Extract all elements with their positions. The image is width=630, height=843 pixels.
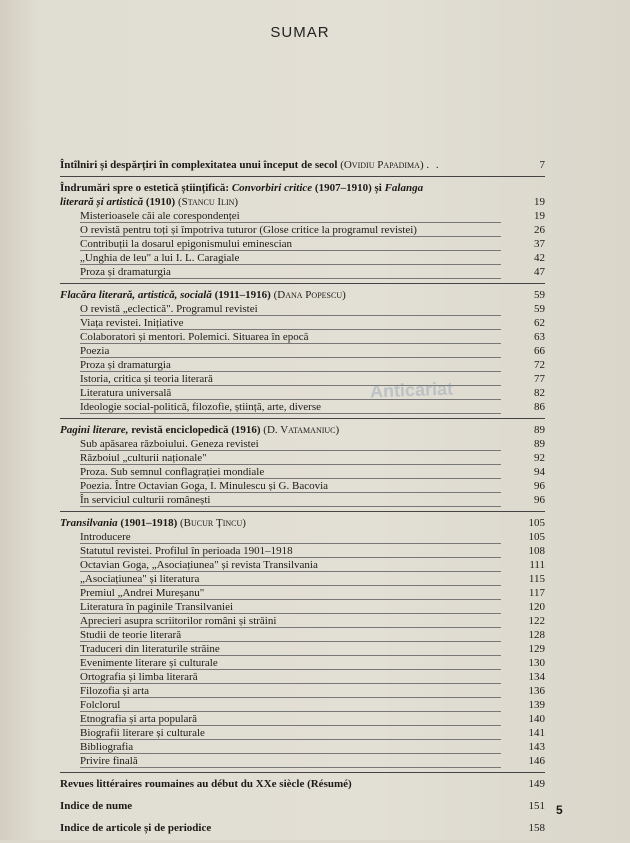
toc-subentry-page: 96: [534, 480, 545, 492]
underline-rule: [80, 413, 501, 414]
toc-subentry-page: 42: [534, 252, 545, 264]
toc-subentry-page: 129: [528, 643, 545, 655]
toc-entry-page: 149: [528, 778, 545, 790]
section-divider: [60, 283, 545, 284]
page-title: SUMAR: [270, 24, 330, 41]
toc-subentry-page: 77: [534, 373, 545, 385]
toc-subentry-page: 134: [528, 671, 545, 683]
toc-entry-s1: [60, 158, 545, 172]
toc-subentry: [60, 656, 545, 670]
section-divider: [60, 176, 545, 177]
toc-subentry-label: Evenimente literare și culturale: [80, 657, 218, 669]
toc-subentry-page: 72: [534, 359, 545, 371]
toc-entry-page: 59: [534, 289, 545, 301]
toc-subentry: [60, 572, 545, 586]
toc-subentry-label: Războiul „culturii naționale": [80, 452, 207, 464]
toc-subentry-label: Literatura în paginile Transilvaniei: [80, 601, 234, 613]
toc-subentry-label: Studii de teorie literară: [80, 629, 182, 641]
toc-subentry-page: 37: [534, 238, 545, 250]
toc-subentry: [60, 265, 545, 279]
toc-subentry-page: 111: [529, 559, 545, 571]
toc-subentry-label: Bibliografia: [80, 741, 134, 753]
toc-subentry-label: Aprecieri asupra scriitorilor români și străini: [80, 615, 277, 627]
toc-subentry: [60, 544, 545, 558]
toc-subentry-page: 120: [528, 601, 545, 613]
toc-subentry-label: Traduceri din literaturile străine: [80, 643, 220, 655]
toc-section-heading-s4: Pagini literare, revistă enciclopedică (1916) (D. Vatamaniuc) 89: [60, 424, 545, 436]
toc-subentry-page: 105: [528, 531, 545, 543]
toc-subentry: [60, 493, 545, 507]
toc-section-heading-s3: Flacăra literară, artistică, socială (1911–1916) (Dana Popescu) 59: [60, 289, 545, 301]
toc-subentry: [60, 330, 545, 344]
toc-entry-label: Indice de articole și de periodice: [60, 822, 212, 834]
toc-subentry-label: Folclorul: [80, 699, 121, 711]
toc-subentry-label: „Unghia de leu" a lui I. L. Caragiale: [80, 252, 240, 264]
underline-rule: [80, 767, 501, 768]
toc-subentry: [60, 372, 545, 386]
toc-subentry: [60, 465, 545, 479]
page-number: 5: [556, 803, 563, 817]
toc-entry-author: (Bucur Țincu): [180, 517, 246, 529]
toc-subentry: [60, 451, 545, 465]
toc-subentry: [60, 302, 545, 316]
toc-section-heading-s2-line2: literară și artistică (1910) (Stancu Ilin) 19: [60, 196, 545, 208]
toc-subentry-label: Ideologie social-politică, filozofie, știință, arte, diverse: [80, 401, 321, 413]
watermark: Anticariat: [369, 378, 454, 402]
toc-subentry-label: Proza. Sub semnul conflagrației mondiale: [80, 466, 265, 478]
toc-subentry: [60, 586, 545, 600]
toc-subentry: [60, 209, 545, 223]
toc-subentry-page: 139: [528, 699, 545, 711]
toc-subentry-page: 82: [534, 387, 545, 399]
toc-entry-page: 89: [534, 424, 545, 436]
toc-subentry-page: 122: [528, 615, 545, 627]
toc-subentry-label: Etnografia și arta populară: [80, 713, 197, 725]
section-divider: [60, 511, 545, 512]
toc-subentry-label: O revistă pentru toți și împotriva tuturor (Glose critice la programul revistei): [80, 224, 417, 236]
toc-subentry: [60, 558, 545, 572]
toc-subentry-page: 86: [534, 401, 545, 413]
toc-subentry-page: 146: [528, 755, 545, 767]
toc-subentry-page: 94: [534, 466, 545, 478]
toc-entry-label: Revues littéraires roumaines au début du XXe siècle (Résumé): [60, 778, 352, 790]
toc-subentry: [60, 437, 545, 451]
toc-subentry-page: 143: [528, 741, 545, 753]
toc-subentry: [60, 316, 545, 330]
toc-subentry: [60, 726, 545, 740]
toc-subentry: [60, 614, 545, 628]
toc-subentry: [60, 740, 545, 754]
toc-subentry-label: Premiul „Andrei Mureșanu": [80, 587, 205, 599]
toc-subentry: [60, 344, 545, 358]
toc-section-heading-s5: Transilvania (1901–1918) (Bucur Țincu) 105: [60, 517, 545, 529]
underline-rule: [80, 506, 501, 507]
toc-subentry-label: Viața revistei. Inițiative: [80, 317, 184, 329]
toc-subentry-label: O revistă „eclectică". Programul revistei: [80, 303, 258, 315]
toc-subentry-label: Contribuții la dosarul epigonismului eminescian: [80, 238, 293, 250]
toc-subentry: [60, 400, 545, 414]
toc-subentry-label: Poezia. Între Octavian Goga, I. Minulescu și G. Bacovia: [80, 480, 329, 492]
toc-subentry-page: 115: [528, 573, 545, 585]
section-divider: [60, 418, 545, 419]
toc-closing-entry: [60, 777, 545, 799]
toc-subentry: [60, 251, 545, 265]
toc-subentry-label: Sub apăsarea războiului. Geneza revistei: [80, 438, 259, 450]
toc-subentry: [60, 223, 545, 237]
toc-entry-author: (Stancu Ilin): [177, 196, 239, 208]
toc-subentry-page: 130: [528, 657, 545, 669]
toc-subentry-page: 89: [534, 438, 545, 450]
toc-subentry: [60, 642, 545, 656]
toc-entry-author: (Ovidiu Papadima): [340, 159, 424, 171]
toc-entry-page: 158: [528, 822, 545, 834]
toc-subentry: [60, 237, 545, 251]
toc-entry-page: 7: [539, 159, 545, 171]
toc-subentry-page: 96: [534, 494, 545, 506]
toc-subentry-page: 59: [534, 303, 545, 315]
toc-subentry: [60, 698, 545, 712]
toc-subentry-label: Misterioasele căi ale corespondenței: [80, 210, 240, 222]
toc-subentry: [60, 600, 545, 614]
underline-rule: [80, 278, 501, 279]
section-divider: [60, 772, 545, 773]
toc-subentry: [60, 479, 545, 493]
toc-section-heading-s2: Îndrumări spre o estetică științifică: Convorbiri critice (1907–1910) și Falanga: [60, 182, 424, 194]
toc-subentry-page: 66: [534, 345, 545, 357]
toc-entry-label: Întîlniri și despărțiri în complexitatea unui început de secol: [60, 159, 338, 171]
toc-subentry-page: 128: [528, 629, 545, 641]
toc-subentry-page: 117: [528, 587, 545, 599]
toc-entry-label: Indice de nume: [60, 800, 133, 812]
toc-subentry-page: 140: [528, 713, 545, 725]
toc-subentry-label: Statutul revistei. Profilul în perioada 1901–1918: [80, 545, 293, 557]
toc-subentry-page: 141: [528, 727, 545, 739]
toc-subentry: [60, 754, 545, 768]
toc-closing-entry: [60, 799, 545, 821]
toc-entry-author: (D. Vatamaniuc): [263, 424, 340, 436]
toc-subentry: [60, 358, 545, 372]
toc-subentry-page: 19: [534, 210, 545, 222]
toc-subentry-label: „Asociațiunea" și literatura: [80, 573, 200, 585]
toc-subentry-label: Introducere: [80, 531, 131, 543]
toc-subentry-label: Filozofia și arta: [80, 685, 150, 697]
toc-subentry-label: Privire finală: [80, 755, 138, 767]
toc-leader-dots: . .: [426, 159, 441, 171]
toc-subentry-label: Octavian Goga, „Asociațiunea" și revista Transilvania: [80, 559, 318, 571]
toc-subentry-label: Proza și dramaturgia: [80, 359, 171, 371]
toc-subentry: [60, 530, 545, 544]
toc-subentry: [60, 712, 545, 726]
toc-subentry-label: Biografii literare și culturale: [80, 727, 205, 739]
toc-entry-page: 151: [528, 800, 545, 812]
toc-subentry-page: 92: [534, 452, 545, 464]
toc-subentry-label: În serviciul culturii românești: [80, 494, 211, 506]
toc-subentry-label: Colaboratori și mentori. Polemici. Situarea în epocă: [80, 331, 309, 343]
toc-subentry: [60, 670, 545, 684]
toc-entry-page: 105: [528, 517, 545, 529]
table-of-contents: [60, 158, 545, 843]
toc-subentry-label: Poezia: [80, 345, 110, 357]
toc-subentry-label: Istoria, critica și teoria literară: [80, 373, 213, 385]
toc-entry-author: (Dana Popescu): [273, 289, 346, 301]
toc-subentry: [60, 628, 545, 642]
toc-subentry: [60, 684, 545, 698]
toc-entry-page: 19: [534, 196, 545, 208]
toc-subentry-page: 63: [534, 331, 545, 343]
toc-subentry-page: 47: [534, 266, 545, 278]
toc-subentry: [60, 386, 545, 400]
toc-subentry-page: 62: [534, 317, 545, 329]
toc-subentry-label: Ortografia și limba literară: [80, 671, 198, 683]
toc-subentry-page: 108: [528, 545, 545, 557]
toc-subentry-page: 26: [534, 224, 545, 236]
toc-subentry-label: Literatura universală: [80, 387, 172, 399]
toc-subentry-label: Proza și dramaturgia: [80, 266, 171, 278]
toc-subentry-page: 136: [528, 685, 545, 697]
